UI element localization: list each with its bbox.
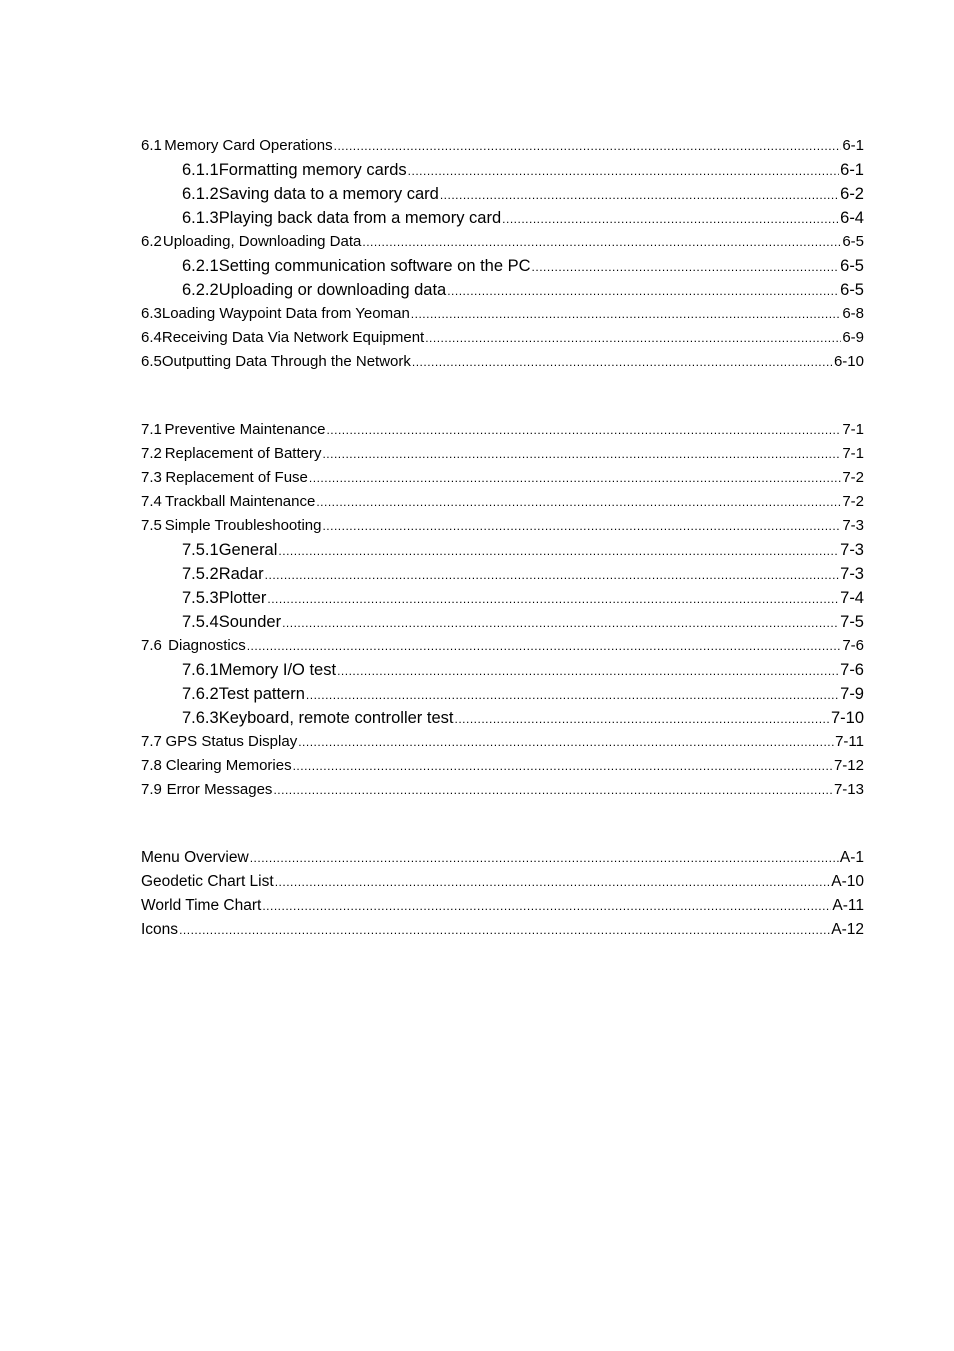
dot-leader	[282, 611, 839, 635]
toc-entry[interactable]	[141, 538, 864, 562]
section-number: 6.3	[141, 305, 162, 322]
dot-leader	[440, 183, 839, 207]
section-number: 7.6	[141, 637, 162, 654]
entry-title: Uploading or downloading data	[218, 281, 447, 299]
entry-title: Menu Overview	[141, 849, 249, 866]
toc-entry[interactable]	[141, 350, 864, 374]
entry-title: Keyboard, remote controller test	[218, 709, 454, 727]
toc-entry[interactable]	[141, 326, 864, 350]
dot-leader	[334, 134, 842, 158]
entry-title: Sounder	[218, 613, 282, 631]
entry-title: Playing back data from a memory card	[218, 209, 502, 227]
entry-title: General	[218, 541, 278, 559]
dot-leader	[322, 442, 841, 466]
toc-entry[interactable]	[141, 754, 864, 778]
entry-title: Trackball Maintenance	[164, 493, 316, 510]
entry-title: Uploading, Downloading Data	[162, 233, 362, 250]
section-number: 6.4	[141, 329, 162, 346]
entry-title: Error Messages	[166, 781, 273, 798]
page-number: 7-10	[830, 709, 864, 727]
dot-leader	[326, 418, 841, 442]
page-number: 7-6	[842, 637, 864, 654]
toc-entry[interactable]	[141, 158, 864, 182]
section-number: 7.9	[141, 781, 162, 798]
entry-title: Preventive Maintenance	[164, 421, 326, 438]
section-number: 7.5.3	[182, 589, 219, 607]
page-number: 7-3	[842, 517, 864, 534]
toc-section-appendix	[141, 846, 864, 942]
section-number: 7.6.1	[182, 661, 219, 679]
section-number: 6.5	[141, 353, 162, 370]
dot-leader	[267, 587, 839, 611]
dot-leader	[502, 207, 839, 231]
entry-title: Outputting Data Through the Network	[161, 353, 411, 370]
entry-title: Setting communication software on the PC	[218, 257, 531, 275]
dot-leader	[265, 563, 839, 587]
page-number: A-10	[831, 873, 864, 890]
section-number: 7.7	[141, 733, 162, 750]
entry-title: World Time Chart	[141, 897, 262, 914]
section-number: 6.1.1	[182, 161, 219, 179]
section-gap	[141, 802, 864, 846]
page-number: A-1	[839, 849, 864, 866]
dot-leader	[532, 255, 840, 279]
section-number: 6.2	[141, 233, 162, 250]
page-number: 7-3	[840, 541, 864, 559]
dot-leader	[298, 730, 834, 754]
dot-leader	[293, 754, 833, 778]
page-number: 6-10	[833, 353, 864, 370]
entry-title: Simple Troubleshooting	[164, 517, 322, 534]
section-number: 6.1	[141, 137, 162, 154]
page-number: 7-1	[842, 445, 864, 462]
dot-leader	[306, 683, 839, 707]
entry-title: Formatting memory cards	[218, 161, 407, 179]
toc-entry[interactable]	[141, 846, 864, 870]
page-number: 7-4	[840, 589, 864, 607]
page-number: 6-1	[840, 161, 864, 179]
dot-leader	[362, 230, 841, 254]
entry-title: Memory I/O test	[218, 661, 337, 679]
section-number: 7.5.1	[182, 541, 219, 559]
dot-leader	[278, 539, 839, 563]
section-number: 7.6.2	[182, 685, 219, 703]
toc-entry[interactable]	[141, 230, 864, 254]
entry-title: Replacement of Fuse	[165, 469, 308, 486]
page-number: 6-5	[842, 233, 864, 250]
toc-entry[interactable]	[141, 562, 864, 586]
entry-title: Diagnostics	[168, 637, 246, 654]
dot-leader	[273, 778, 833, 802]
dot-leader	[425, 326, 841, 350]
entry-title: Saving data to a memory card	[218, 185, 439, 203]
page-number: 7-2	[842, 469, 864, 486]
page-number: A-12	[831, 921, 864, 938]
entry-title: Geodetic Chart List	[141, 873, 274, 890]
entry-title: Receiving Data Via Network Equipment	[161, 329, 425, 346]
page-number: 7-13	[833, 781, 864, 798]
toc-entry[interactable]	[141, 442, 864, 466]
dot-leader	[411, 302, 842, 326]
dot-leader	[275, 870, 831, 894]
toc-entry[interactable]	[141, 918, 864, 942]
dot-leader	[250, 846, 839, 870]
entry-title: Loading Waypoint Data from Yeoman	[161, 305, 410, 322]
section-number: 7.2	[141, 445, 162, 462]
section-number: 7.8	[141, 757, 162, 774]
dot-leader	[309, 466, 841, 490]
dot-leader	[316, 490, 841, 514]
page-number: 6-2	[840, 185, 864, 203]
dot-leader	[408, 159, 839, 183]
toc-entry[interactable]	[141, 894, 864, 918]
entry-title: Plotter	[218, 589, 267, 607]
page-number: 7-9	[840, 685, 864, 703]
entry-title: Test pattern	[218, 685, 305, 703]
page-number: 7-3	[840, 565, 864, 583]
table-of-contents	[141, 134, 864, 942]
page-number: 7-1	[842, 421, 864, 438]
toc-entry[interactable]	[141, 730, 864, 754]
dot-leader	[454, 707, 829, 731]
page-number: A-11	[832, 897, 864, 914]
section-number: 6.2.2	[182, 281, 219, 299]
toc-section-chapter6	[141, 134, 864, 374]
section-number: 6.1.2	[182, 185, 219, 203]
toc-entry[interactable]	[141, 586, 864, 610]
section-number: 7.1	[141, 421, 162, 438]
dot-leader	[247, 634, 842, 658]
toc-entry[interactable]	[141, 870, 864, 894]
section-number: 7.4	[141, 493, 162, 510]
dot-leader	[337, 659, 839, 683]
toc-section-chapter7	[141, 418, 864, 802]
section-number: 7.3	[141, 469, 162, 486]
page-number: 6-9	[842, 329, 864, 346]
toc-entry[interactable]	[141, 302, 864, 326]
page-number: 6-5	[840, 281, 864, 299]
dot-leader	[412, 350, 833, 374]
section-number: 6.2.1	[182, 257, 219, 275]
entry-title: Clearing Memories	[165, 757, 292, 774]
toc-entry[interactable]	[141, 658, 864, 682]
entry-title: Replacement of Battery	[164, 445, 322, 462]
toc-entry[interactable]	[141, 182, 864, 206]
section-number: 6.1.3	[182, 209, 219, 227]
section-number: 7.5.2	[182, 565, 219, 583]
section-gap	[141, 374, 864, 418]
dot-leader	[262, 894, 831, 918]
toc-entry[interactable]	[141, 418, 864, 442]
entry-title: Radar	[218, 565, 264, 583]
toc-entry[interactable]	[141, 206, 864, 230]
page-number: 7-2	[842, 493, 864, 510]
section-number: 7.5.4	[182, 613, 219, 631]
toc-entry[interactable]	[141, 610, 864, 634]
toc-entry[interactable]	[141, 278, 864, 302]
dot-leader	[179, 918, 830, 942]
dot-leader	[322, 514, 841, 538]
toc-entry[interactable]	[141, 682, 864, 706]
page-number: 6-4	[840, 209, 864, 227]
toc-entry[interactable]	[141, 490, 864, 514]
toc-entry[interactable]	[141, 466, 864, 490]
entry-title: Memory Card Operations	[164, 137, 333, 154]
page-number: 7-5	[840, 613, 864, 631]
page-number: 7-11	[835, 733, 864, 750]
toc-entry[interactable]	[141, 134, 864, 158]
section-number: 7.5	[141, 517, 162, 534]
entry-title: Icons	[141, 921, 179, 938]
page-number: 7-6	[840, 661, 864, 679]
page-number: 6-8	[842, 305, 864, 322]
page-number: 6-5	[840, 257, 864, 275]
dot-leader	[447, 279, 839, 303]
toc-entry[interactable]	[141, 706, 864, 730]
section-number: 7.6.3	[182, 709, 219, 727]
page-number: 7-12	[833, 757, 864, 774]
toc-entry[interactable]	[141, 778, 864, 802]
entry-title: GPS Status Display	[165, 733, 298, 750]
page-number: 6-1	[842, 137, 864, 154]
toc-entry[interactable]	[141, 514, 864, 538]
toc-entry[interactable]	[141, 254, 864, 278]
toc-entry[interactable]	[141, 634, 864, 658]
